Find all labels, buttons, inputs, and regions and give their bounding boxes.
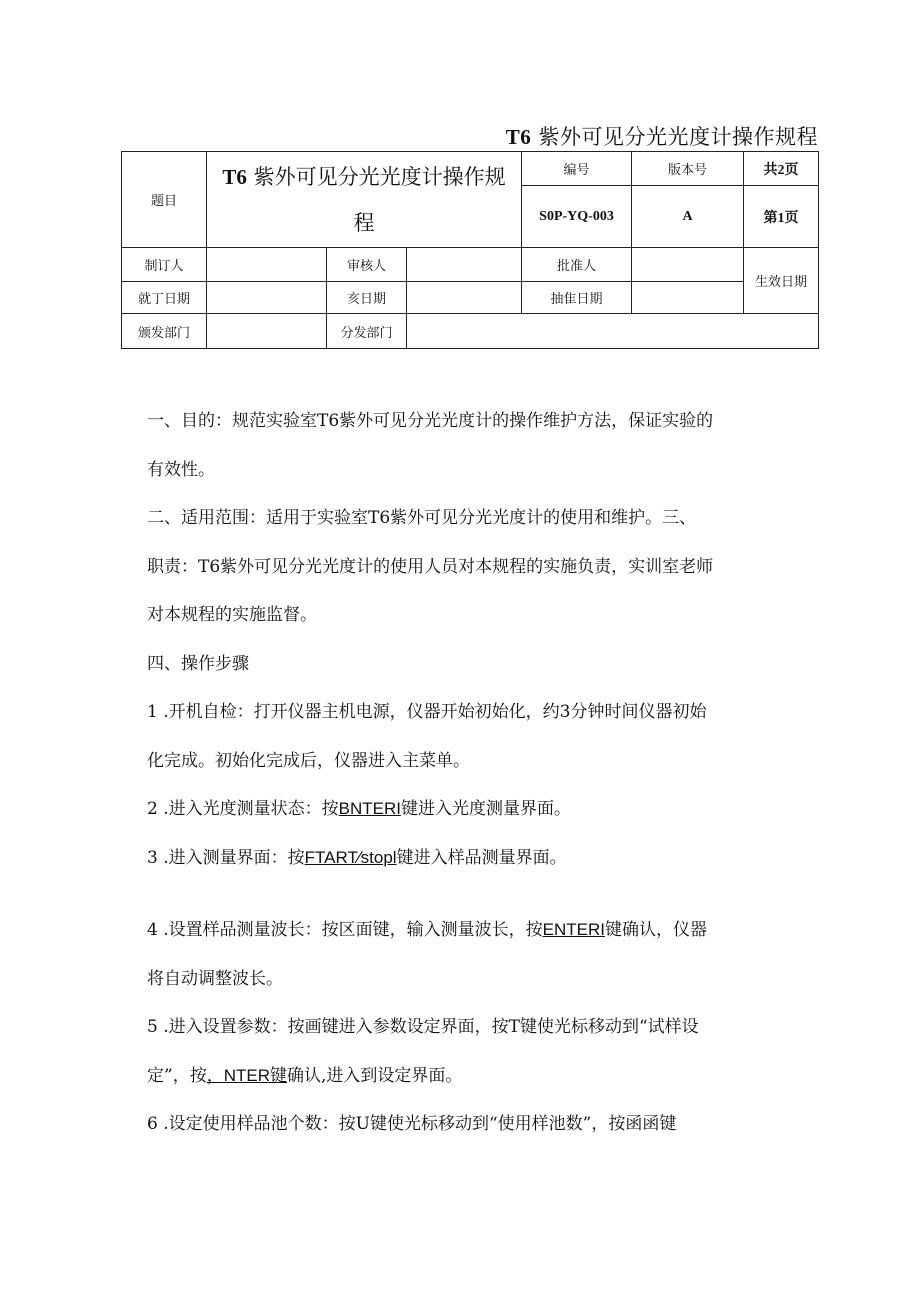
reviewer-value xyxy=(407,248,522,282)
draft-date-label: 就丁日期 xyxy=(122,282,207,314)
page-number: 第1页 xyxy=(744,186,819,248)
step5-key: ，NTER键 xyxy=(206,1065,287,1085)
effective-date-label: 生效日期 xyxy=(744,248,819,314)
step3-text-end: 键进入样品测量界面。 xyxy=(396,847,567,868)
version-value: A xyxy=(632,186,744,248)
steps-heading: 四、操作步骤 xyxy=(147,653,249,674)
total-pages: 共2页 xyxy=(744,152,819,186)
step5-line1: 5 .进入设置参数：按画键进入参数设定界面，按T键使光标移动到“试样设 xyxy=(147,1017,699,1037)
step5-line2 xyxy=(147,1052,822,1101)
number-label: 编号 xyxy=(522,152,632,186)
topic-label: 题目 xyxy=(122,152,207,248)
header-code: T6 xyxy=(505,125,532,149)
step4-line2: 将自动调整波长。 xyxy=(147,968,283,989)
step5-text: 定”，按 xyxy=(147,1065,207,1086)
issue-dept-label: 颁发部门 xyxy=(122,314,207,349)
step2-text-end: 键进入光度测量界面。 xyxy=(400,799,571,819)
topic-title-line1: 紫外可见分光光度计操作规 xyxy=(253,164,506,189)
reviewer-label: 审核人 xyxy=(327,248,407,282)
issue-dept-value xyxy=(207,314,327,349)
step1-line1: 1 .开机自检：打开仪器主机电源，仪器开始初始化，约3分钟时间仪器初始 xyxy=(147,702,707,722)
step3-key: FTART∕stopl xyxy=(304,847,397,867)
purpose-line2: 有效性。 xyxy=(147,459,215,480)
scope-line3: 对本规程的实施监督。 xyxy=(147,605,317,625)
step5-text-end: 确认,进入到设定界面。 xyxy=(286,1065,463,1086)
approve-date-label: 抽隹日期 xyxy=(522,282,632,314)
paragraph-gap xyxy=(147,882,822,906)
scope-line1: 二、适用范围：适用于实验室T6紫外可见分光光度计的使用和维护。三、 xyxy=(147,508,697,528)
author-label: 制订人 xyxy=(122,248,207,282)
step2 xyxy=(147,785,822,834)
approver-label: 批准人 xyxy=(522,248,632,282)
step2-key: BNTERI xyxy=(338,799,401,818)
step3-text: 3 .进入测量界面：按 xyxy=(147,847,305,868)
step1-line2: 化完成。初始化完成后，仪器进入主菜单。 xyxy=(147,750,470,771)
topic-code: T6 xyxy=(222,164,247,189)
step3 xyxy=(147,834,822,883)
review-date-value xyxy=(407,282,522,314)
step6-line1: 6 .设定使用样品池个数：按U键使光标移动到“使用样池数”，按函函键 xyxy=(147,1114,677,1134)
scope-line2: 职责：T6紫外可见分光光度计的使用人员对本规程的实施负责，实训室老师 xyxy=(147,556,714,577)
distribute-dept-label: 分发部门 xyxy=(327,314,407,349)
purpose-line1: 一、目的：规范实验室T6紫外可见分光光度计的操作维护方法，保证实验的 xyxy=(147,411,714,431)
author-value xyxy=(207,248,327,282)
approver-value xyxy=(632,248,744,282)
step4-line1 xyxy=(147,906,822,955)
document-header-title xyxy=(506,122,818,152)
approve-date-value xyxy=(632,282,744,314)
number-value: S0P-YQ-003 xyxy=(522,186,632,248)
version-label: 版本号 xyxy=(632,152,744,186)
step2-text: 2 .进入光度测量状态：按 xyxy=(147,799,339,819)
topic-title xyxy=(207,152,522,248)
procedure-body xyxy=(147,397,822,1149)
step4-key: ENTERI xyxy=(542,920,605,939)
topic-title-line2: 程 xyxy=(353,210,375,235)
draft-date-value xyxy=(207,282,327,314)
step4-text-end: 键确认，仪器 xyxy=(604,920,707,940)
step4-text: 4 .设置样品测量波长：按区面键，输入测量波长，按 xyxy=(147,920,543,940)
review-date-label: 亥日期 xyxy=(327,282,407,314)
header-title-text: 紫外可见分光光度计操作规程 xyxy=(538,125,818,149)
document-info-table xyxy=(121,151,819,349)
distribute-dept-value xyxy=(407,314,819,349)
